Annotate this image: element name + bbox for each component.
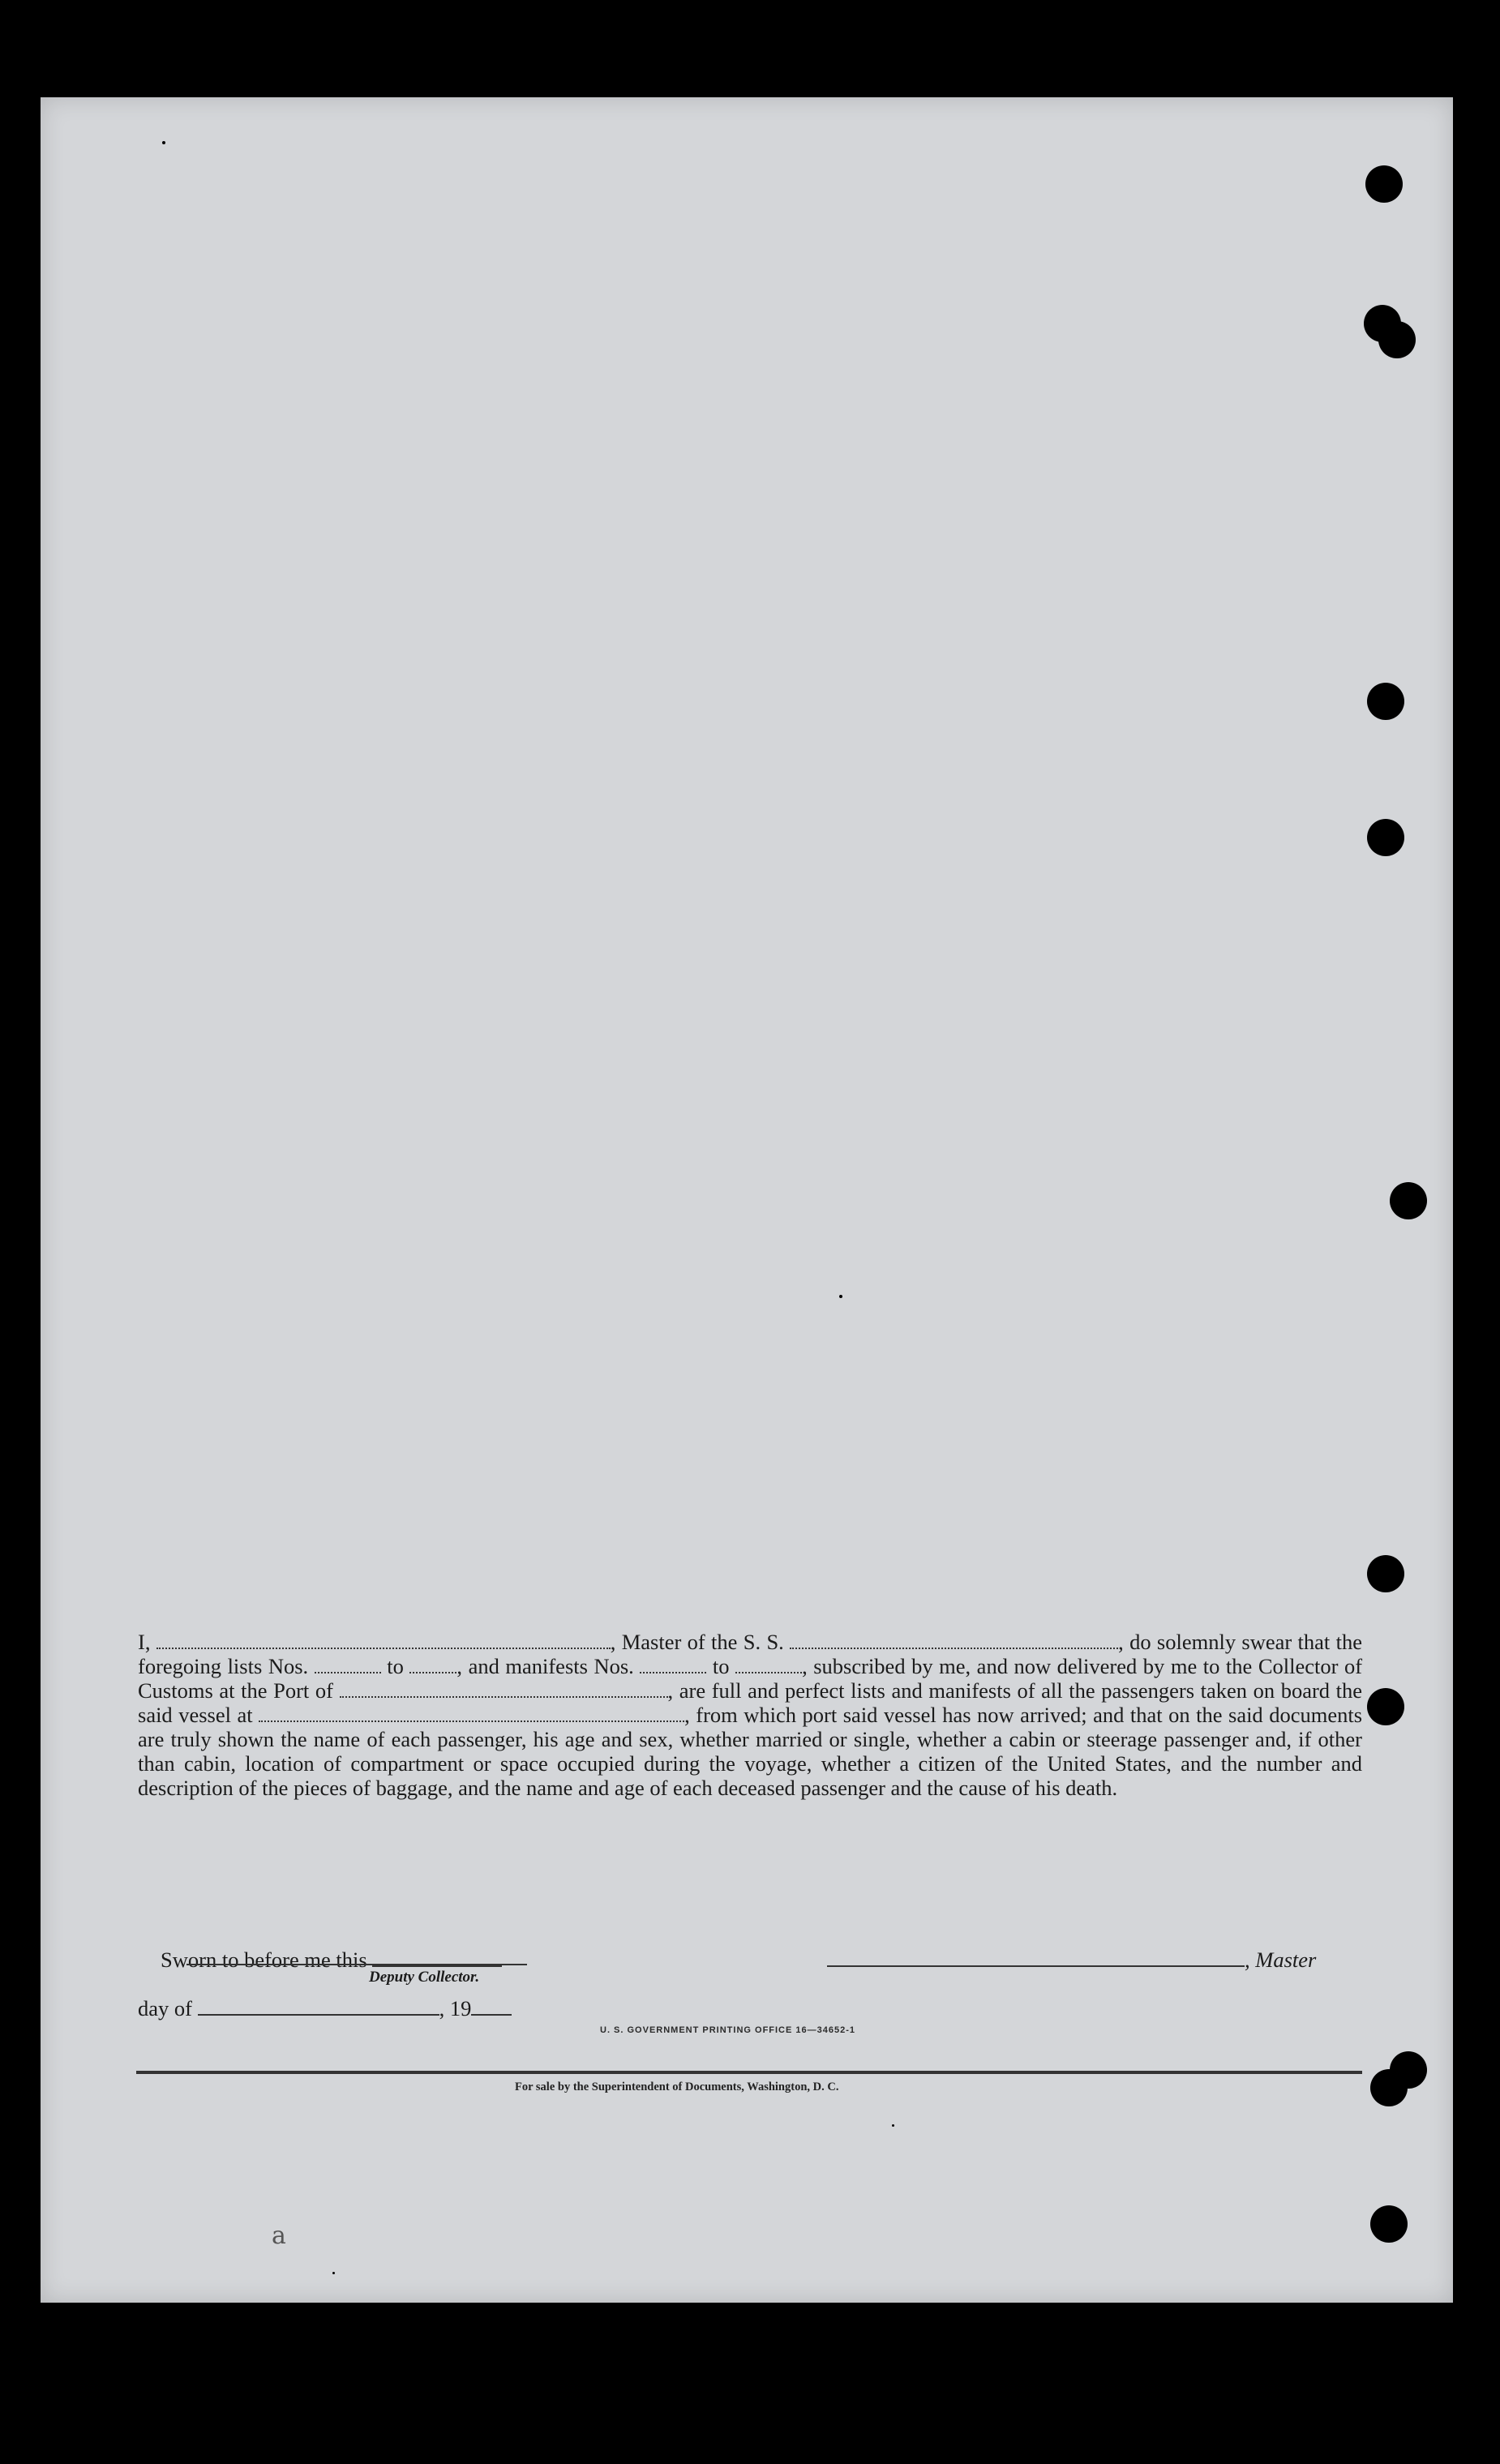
subscribed-label: , subscribed by me, and now — [802, 1654, 1052, 1678]
manifests-all-label: manifests of all the passengers taken on board the said vessel at — [138, 1678, 1363, 1727]
day-of-label: day of — [138, 1996, 192, 2020]
for-sale-notice: For sale by the Superintendent of Documents, Washington, D. C. — [515, 2080, 839, 2093]
punch-hole — [1367, 1555, 1404, 1592]
lists-to-blank[interactable] — [409, 1656, 456, 1673]
scan-speck — [892, 2124, 894, 2127]
footer-rule-bottom — [136, 2072, 1362, 2074]
punch-hole — [1390, 1182, 1427, 1219]
scan-speck — [839, 1295, 842, 1298]
gpo-imprint: U. S. GOVERNMENT PRINTING OFFICE 16—34652-1 — [600, 2025, 856, 2035]
handwritten-mark: a — [272, 2222, 286, 2250]
do-solemnly-label: , do solemnly — [1118, 1630, 1236, 1654]
manifests-to-blank[interactable] — [735, 1656, 802, 1673]
year-blank[interactable] — [471, 1998, 512, 2016]
master-label: , Master — [1245, 1948, 1317, 1972]
master-of-ss-label: , Master of the S. S. — [610, 1630, 784, 1654]
lists-from-blank[interactable] — [315, 1656, 381, 1673]
departure-port-blank[interactable] — [259, 1704, 684, 1722]
manifests-from-blank[interactable] — [640, 1656, 706, 1673]
punch-hole — [1365, 165, 1403, 203]
master-name-blank[interactable] — [156, 1631, 611, 1649]
day-of-row — [138, 1996, 512, 2021]
sworn-label: Sworn to before me this — [161, 1948, 367, 1972]
punch-hole — [1390, 2051, 1427, 2089]
scan-speck — [1468, 269, 1472, 273]
ship-name-blank[interactable] — [790, 1631, 1118, 1649]
oath-body: port said vessel has now arrived; and that on the said documents are truly shown the name of each passenger, his age and sex, whether married or single, whether a cabin or steerage passenger and, if other than cabin, location of compartment or space occupied during the voyage, whether a citizen of the United States, and the number and description of the pieces of baggage, and the name and age of each deceased passenger and the cause of his death. — [138, 1703, 1363, 1800]
scan-speck — [162, 141, 165, 144]
deputy-collector-label: Deputy Collector. — [369, 1969, 480, 1986]
month-blank[interactable] — [198, 1998, 439, 2016]
punch-hole — [1367, 683, 1404, 720]
master-signature-row — [827, 1948, 1316, 1973]
punch-hole — [1367, 819, 1404, 856]
punch-hole — [1367, 1688, 1404, 1725]
punch-hole — [1370, 2205, 1408, 2243]
master-signature-blank[interactable] — [827, 1949, 1245, 1967]
scan-speck — [332, 2272, 335, 2274]
swear-lists-label: swear that the foregoing lists Nos. — [138, 1630, 1362, 1678]
oath-i: I, — [138, 1630, 151, 1654]
oath-paragraph — [138, 1630, 1362, 1800]
to-label-1: to — [387, 1654, 404, 1678]
punch-hole — [1378, 321, 1416, 358]
delivered-label: delivered by me to the Collector of Customs at the Port of — [138, 1654, 1363, 1703]
year-prefix-label: , 19 — [439, 1996, 472, 2020]
and-manifests-label: , and manifests Nos. — [456, 1654, 634, 1678]
port-blank[interactable] — [340, 1680, 668, 1698]
full-perfect-label: , are full and perfect lists and — [667, 1678, 923, 1703]
deputy-signature-line[interactable] — [186, 1964, 527, 1965]
from-which-label: , from which — [684, 1703, 797, 1727]
to-label-2: to — [712, 1654, 730, 1678]
paper-sheet — [41, 97, 1453, 2303]
